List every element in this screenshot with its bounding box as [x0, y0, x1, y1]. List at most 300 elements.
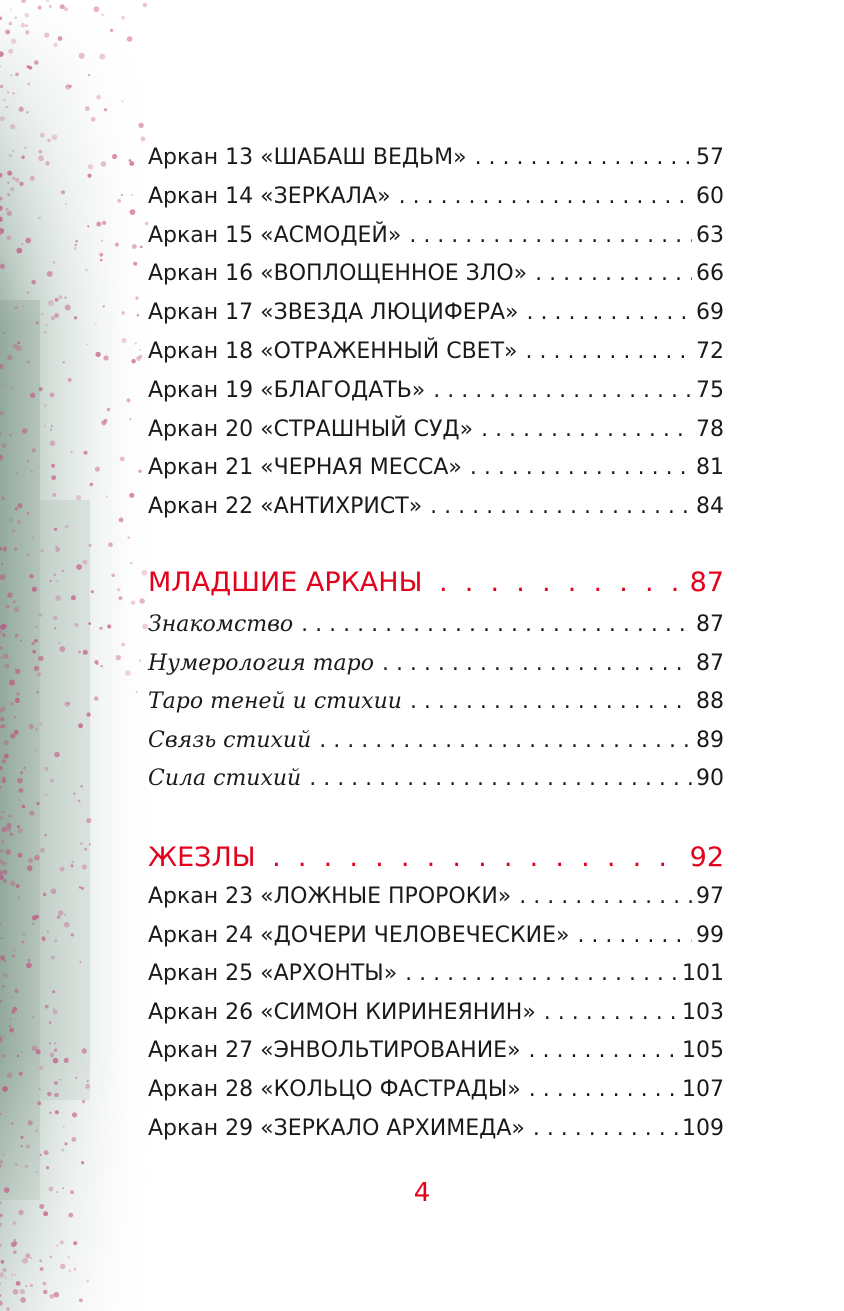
splatter-dot: [130, 209, 136, 215]
splatter-dot: [15, 507, 18, 510]
splatter-dot: [104, 108, 107, 111]
splatter-dot: [86, 344, 88, 346]
splatter-dot: [78, 651, 81, 654]
splatter-dot: [6, 235, 11, 240]
splatter-dot: [51, 475, 56, 480]
splatter-dot: [12, 955, 15, 958]
splatter-dot: [104, 355, 109, 360]
splatter-dot: [5, 849, 11, 855]
entry-page-number: 78: [696, 416, 724, 442]
splatter-dot: [6, 1072, 12, 1078]
splatter-dot: [25, 1253, 30, 1258]
splatter-dot: [129, 161, 134, 166]
splatter-dot: [10, 702, 13, 705]
entry-page-number: 57: [696, 145, 724, 170]
splatter-dot: [86, 1280, 89, 1283]
splatter-dot: [28, 858, 33, 863]
splatter-dot: [26, 111, 28, 113]
splatter-dot: [12, 996, 14, 998]
splatter-dot: [54, 627, 56, 629]
splatter-dot: [138, 123, 143, 128]
splatter-dot: [19, 182, 23, 186]
splatter-dot: [13, 1250, 17, 1254]
entry-page-number: 81: [696, 455, 724, 481]
splatter-dot: [12, 1007, 17, 1012]
splatter-dot: [79, 1299, 83, 1303]
splatter-dot: [47, 931, 49, 933]
splatter-dot: [41, 313, 43, 315]
splatter-dot: [121, 338, 126, 343]
toc-entry: [148, 141, 724, 175]
leader-dots: [481, 413, 692, 447]
splatter-dot: [3, 973, 8, 978]
splatter-dot: [72, 1112, 77, 1117]
splatter-dot: [16, 345, 22, 351]
entry-page-number: 84: [696, 494, 724, 520]
toc-entry: [148, 996, 724, 1030]
splatter-dot: [19, 1072, 23, 1076]
splatter-dot: [58, 910, 63, 915]
splatter-dot: [96, 222, 101, 227]
splatter-dot: [36, 626, 38, 628]
splatter-dot: [47, 1092, 51, 1096]
splatter-dot: [8, 814, 12, 818]
splatter-dot: [54, 1043, 56, 1045]
splatter-dot: [2, 870, 7, 875]
leader-dots: [319, 724, 692, 758]
splatter-dot: [99, 54, 105, 60]
splatter-dot: [50, 440, 56, 446]
splatter-dot: [101, 161, 107, 167]
leader-dots: [405, 957, 678, 991]
entry-title: Аркан 23 «ЛОЖНЫЕ ПРОРОКИ»: [148, 884, 512, 909]
splatter-dot: [32, 923, 34, 925]
leader-dots: [399, 180, 692, 214]
entry-page-number: 105: [682, 1038, 724, 1064]
entry-title: Аркан 22 «АНТИХРИСТ»: [148, 494, 423, 520]
leader-dots: [410, 685, 692, 719]
leader-dots: [544, 996, 678, 1030]
splatter-dot: [76, 564, 82, 570]
splatter-dot: [130, 562, 132, 564]
splatter-dot: [64, 1142, 67, 1145]
toc-entry: [148, 1112, 724, 1146]
splatter-dot: [73, 1241, 77, 1245]
splatter-dot: [83, 650, 88, 655]
splatter-dot: [60, 646, 66, 652]
splatter-dot: [39, 387, 43, 391]
splatter-dot: [141, 137, 146, 142]
splatter-dot: [39, 1066, 43, 1070]
splatter-dot: [44, 1150, 49, 1155]
splatter-dot: [84, 848, 87, 851]
splatter-dot: [34, 639, 38, 643]
splatter-dot: [50, 429, 52, 431]
splatter-dot: [67, 702, 70, 705]
splatter-dot: [31, 642, 34, 645]
splatter-dot: [0, 85, 3, 88]
splatter-dot: [51, 955, 55, 959]
splatter-dot: [65, 203, 67, 205]
splatter-dot: [71, 595, 76, 600]
splatter-dot: [29, 724, 34, 729]
splatter-dot: [57, 915, 61, 919]
leader-dots: [535, 257, 692, 291]
splatter-dot: [140, 598, 145, 603]
entry-page-number: 92: [689, 842, 724, 873]
splatter-dot: [82, 560, 87, 565]
splatter-dot: [2, 861, 7, 866]
splatter-dot: [32, 1016, 34, 1018]
splatter-dot: [62, 570, 64, 572]
splatter-dot: [14, 989, 18, 993]
splatter-dot: [71, 451, 73, 453]
splatter-dot: [138, 470, 141, 473]
splatter-dot: [1, 1260, 5, 1264]
splatter-dot: [81, 785, 83, 787]
splatter-dot: [32, 448, 36, 452]
splatter-dot: [84, 451, 88, 455]
splatter-dot: [133, 262, 137, 266]
splatter-dot: [100, 259, 103, 262]
splatter-dot: [50, 393, 55, 398]
splatter-dot: [50, 779, 54, 783]
splatter-dot: [68, 1256, 70, 1258]
splatter-dot: [54, 1048, 58, 1052]
entry-page-number: 97: [696, 884, 724, 909]
leader-dots: [475, 141, 692, 175]
splatter-dot: [43, 1211, 48, 1216]
splatter-dot: [103, 305, 105, 307]
splatter-dot: [54, 574, 56, 576]
splatter-dot: [86, 712, 90, 716]
splatter-dot: [86, 818, 91, 823]
splatter-dot: [99, 627, 102, 630]
splatter-dot: [28, 867, 32, 871]
toc-entry: [148, 296, 724, 330]
splatter-dot: [80, 961, 82, 963]
splatter-dot: [16, 1281, 21, 1286]
splatter-dot: [49, 1112, 52, 1115]
splatter-dot: [19, 107, 24, 112]
splatter-dot: [26, 1144, 30, 1148]
splatter-dot: [63, 1126, 65, 1128]
splatter-dot: [32, 915, 37, 920]
splatter-dot: [14, 547, 17, 550]
splatter-dot: [3, 332, 5, 334]
splatter-dot: [10, 9, 12, 11]
splatter-dot: [43, 893, 47, 897]
splatter-dot: [34, 666, 39, 671]
splatter-dot: [140, 246, 143, 249]
splatter-dot: [15, 17, 17, 19]
splatter-dot: [9, 22, 13, 26]
splatter-dot: [58, 642, 60, 644]
splatter-dot: [46, 324, 48, 326]
entry-page-number: 72: [696, 339, 724, 364]
splatter-dot: [49, 5, 52, 8]
entry-page-number: 87: [689, 567, 724, 598]
splatter-dot: [60, 4, 65, 9]
splatter-dot: [74, 316, 77, 319]
entry-page-number: 75: [696, 377, 724, 403]
entry-title: Аркан 16 «ВОПЛОЩЕННОЕ ЗЛО»: [148, 261, 528, 287]
splatter-dot: [21, 23, 25, 27]
toc-entry: [148, 1073, 724, 1107]
splatter-dot: [44, 33, 49, 38]
entry-title: Аркан 20 «СТРАШНЫЙ СУД»: [148, 416, 474, 442]
splatter-dot: [88, 74, 90, 76]
splatter-dot: [85, 106, 90, 111]
entry-page-number: 99: [696, 922, 724, 948]
toc-entry: [148, 490, 724, 524]
splatter-dot: [25, 30, 29, 34]
toc-entry: [148, 647, 724, 681]
entry-title: Аркан 26 «СИМОН КИРИНЕЯНИН»: [148, 999, 536, 1025]
splatter-dot: [13, 1241, 18, 1246]
entry-title: Аркан 24 «ДОЧЕРИ ЧЕЛОВЕЧЕСКИЕ»: [148, 922, 570, 948]
splatter-dot: [46, 1166, 49, 1169]
splatter-dot: [89, 843, 91, 845]
splatter-dot: [79, 886, 81, 888]
splatter-dot: [2, 624, 7, 629]
splatter-dot: [0, 264, 5, 269]
splatter-dot: [26, 25, 28, 27]
splatter-dot: [61, 1149, 64, 1152]
splatter-dot: [27, 554, 29, 556]
splatter-dot: [131, 359, 135, 363]
splatter-dot: [24, 13, 29, 18]
splatter-dot: [95, 352, 100, 357]
splatter-dot: [69, 1270, 71, 1272]
splatter-dot: [1, 937, 3, 939]
splatter-dot: [17, 778, 23, 784]
splatter-dot: [11, 38, 17, 44]
splatter-dot: [1, 707, 6, 712]
splatter-dot: [15, 668, 17, 670]
splatter-dot: [25, 1285, 27, 1287]
splatter-dot: [52, 493, 56, 497]
splatter-dot: [1, 811, 3, 813]
leader-dots: [264, 838, 686, 878]
toc-entry: [148, 451, 724, 485]
entry-title: Аркан 25 «АРХОНТЫ»: [148, 961, 398, 987]
splatter-dot: [39, 1259, 42, 1262]
splatter-dot: [15, 634, 18, 637]
splatter-dot: [52, 261, 55, 264]
splatter-dot: [82, 864, 87, 869]
entry-title: Знакомство: [148, 612, 294, 637]
splatter-dot: [81, 1161, 84, 1164]
splatter-dot: [36, 750, 38, 752]
splatter-dot: [36, 321, 39, 324]
entry-title: Аркан 29 «ЗЕРКАЛО АРХИМЕДА»: [148, 1115, 525, 1141]
splatter-dot: [40, 133, 45, 138]
entry-page-number: 103: [682, 999, 724, 1025]
splatter-dot: [121, 311, 125, 315]
splatter-dot: [80, 843, 82, 845]
splatter-dot: [11, 387, 13, 389]
splatter-dot: [88, 164, 93, 169]
toc-entry: [148, 957, 724, 991]
entry-title: ЖЕЗЛЫ: [148, 842, 256, 873]
splatter-dot: [26, 963, 32, 969]
splatter-dot: [129, 418, 131, 420]
leader-dots: [301, 608, 692, 642]
splatter-dot: [55, 595, 61, 601]
entry-title: Связь стихий: [148, 727, 312, 753]
splatter-dot: [75, 240, 78, 243]
splatter-dot: [2, 718, 4, 720]
toc-entry: [148, 919, 724, 953]
splatter-dot: [38, 217, 41, 220]
splatter-dot: [64, 914, 66, 916]
splatter-dot: [50, 1053, 55, 1058]
splatter-dot: [10, 124, 15, 129]
splatter-dot: [4, 383, 6, 385]
toc-entry: [148, 335, 724, 369]
entry-page-number: 88: [696, 689, 724, 715]
splatter-dot: [7, 193, 10, 196]
splatter-dot: [139, 659, 141, 661]
splatter-dot: [51, 425, 53, 427]
splatter-dot: [48, 300, 54, 306]
splatter-dot: [129, 493, 134, 498]
splatter-dot: [34, 60, 39, 65]
splatter-dot: [21, 1145, 23, 1147]
entry-title: Аркан 27 «ЭНВОЛЬТИРОВАНИЕ»: [148, 1038, 521, 1064]
splatter-dot: [54, 528, 57, 531]
splatter-dot: [17, 1055, 19, 1057]
entry-title: Аркан 17 «ЗВЕЗДА ЛЮЦИФЕРА»: [148, 300, 519, 326]
splatter-dot: [117, 199, 121, 203]
splatter-dot: [22, 428, 28, 434]
splatter-dot: [121, 643, 125, 647]
splatter-dot: [1, 563, 3, 565]
splatter-dot: [12, 150, 14, 152]
splatter-dot: [22, 1258, 28, 1264]
toc-entry: [148, 413, 724, 447]
splatter-dot: [19, 799, 21, 801]
splatter-dot: [45, 1005, 49, 1009]
splatter-dot: [8, 49, 13, 54]
splatter-dot: [7, 182, 9, 184]
splatter-dot: [64, 7, 68, 11]
splatter-dot: [88, 622, 91, 625]
toc-entry: [148, 724, 724, 758]
splatter-dot: [7, 355, 12, 360]
splatter-dot: [1, 827, 7, 833]
splatter-dot: [7, 92, 9, 94]
splatter-dot: [63, 361, 65, 363]
splatter-dot: [0, 955, 5, 960]
splatter-dot: [121, 16, 125, 20]
splatter-dot: [14, 949, 16, 951]
splatter-dot: [20, 1289, 25, 1294]
splatter-dot: [38, 155, 44, 161]
splatter-dot: [128, 537, 130, 539]
splatter-dot: [54, 1081, 58, 1085]
splatter-dot: [3, 1268, 7, 1272]
splatter-dot: [28, 1120, 33, 1125]
splatter-dot: [0, 116, 5, 121]
splatter-dot: [13, 1239, 16, 1242]
splatter-dot: [4, 664, 9, 669]
splatter-dot: [94, 696, 98, 700]
splatter-dot: [25, 1165, 28, 1168]
splatter-dot: [13, 1221, 16, 1224]
splatter-dot: [136, 356, 141, 361]
splatter-dot: [72, 1137, 77, 1142]
splatter-dot: [111, 574, 115, 578]
splatter-dot: [18, 896, 20, 898]
splatter-dot: [39, 614, 42, 617]
splatter-dot: [53, 1010, 58, 1015]
toc-entry: [148, 374, 724, 408]
splatter-dot: [20, 1297, 26, 1303]
splatter-dot: [6, 605, 10, 609]
splatter-dot: [57, 1245, 59, 1247]
toc-entry: [148, 685, 724, 719]
splatter-dot: [57, 580, 59, 582]
splatter-dot: [18, 828, 23, 833]
splatter-dot: [27, 83, 30, 86]
splatter-dot: [55, 545, 58, 548]
splatter-dot: [22, 941, 25, 944]
toc-entry: [148, 1034, 724, 1068]
splatter-dot: [4, 754, 9, 759]
splatter-dot: [36, 802, 39, 805]
splatter-dot: [115, 243, 119, 247]
splatter-dot: [1, 497, 5, 501]
splatter-dot: [27, 65, 30, 68]
splatter-dot: [55, 939, 58, 942]
splatter-dot: [44, 331, 46, 333]
splatter-dot: [75, 623, 79, 627]
toc-entry: [148, 219, 724, 253]
splatter-dot: [9, 154, 12, 157]
splatter-dot: [87, 225, 89, 227]
splatter-dot: [11, 1123, 13, 1125]
splatter-dot: [2, 779, 7, 784]
splatter-dot: [6, 106, 8, 108]
leader-dots: [527, 296, 693, 330]
splatter-dot: [14, 730, 19, 735]
splatter-dot: [40, 848, 45, 853]
splatter-dot: [11, 187, 15, 191]
splatter-dot: [43, 1290, 47, 1294]
splatter-dot: [3, 740, 8, 745]
entry-title: Таро теней и стихии: [148, 689, 402, 715]
splatter-dot: [30, 1257, 32, 1259]
splatter-dot: [44, 404, 47, 407]
leader-dots: [382, 647, 692, 681]
splatter-dot: [58, 36, 63, 41]
splatter-dot: [68, 378, 72, 382]
splatter-dot: [82, 1048, 87, 1053]
splatter-dot: [20, 1136, 23, 1139]
splatter-dot: [53, 1008, 56, 1011]
splatter-dot: [119, 518, 124, 523]
splatter-dot: [135, 342, 137, 344]
splatter-dot: [99, 253, 103, 257]
splatter-dot: [9, 680, 15, 686]
splatter-dot: [0, 646, 3, 649]
splatter-dot: [64, 297, 66, 299]
splatter-dot: [2, 759, 5, 762]
section-heading-wands: [148, 838, 724, 878]
splatter-dot: [16, 884, 20, 888]
